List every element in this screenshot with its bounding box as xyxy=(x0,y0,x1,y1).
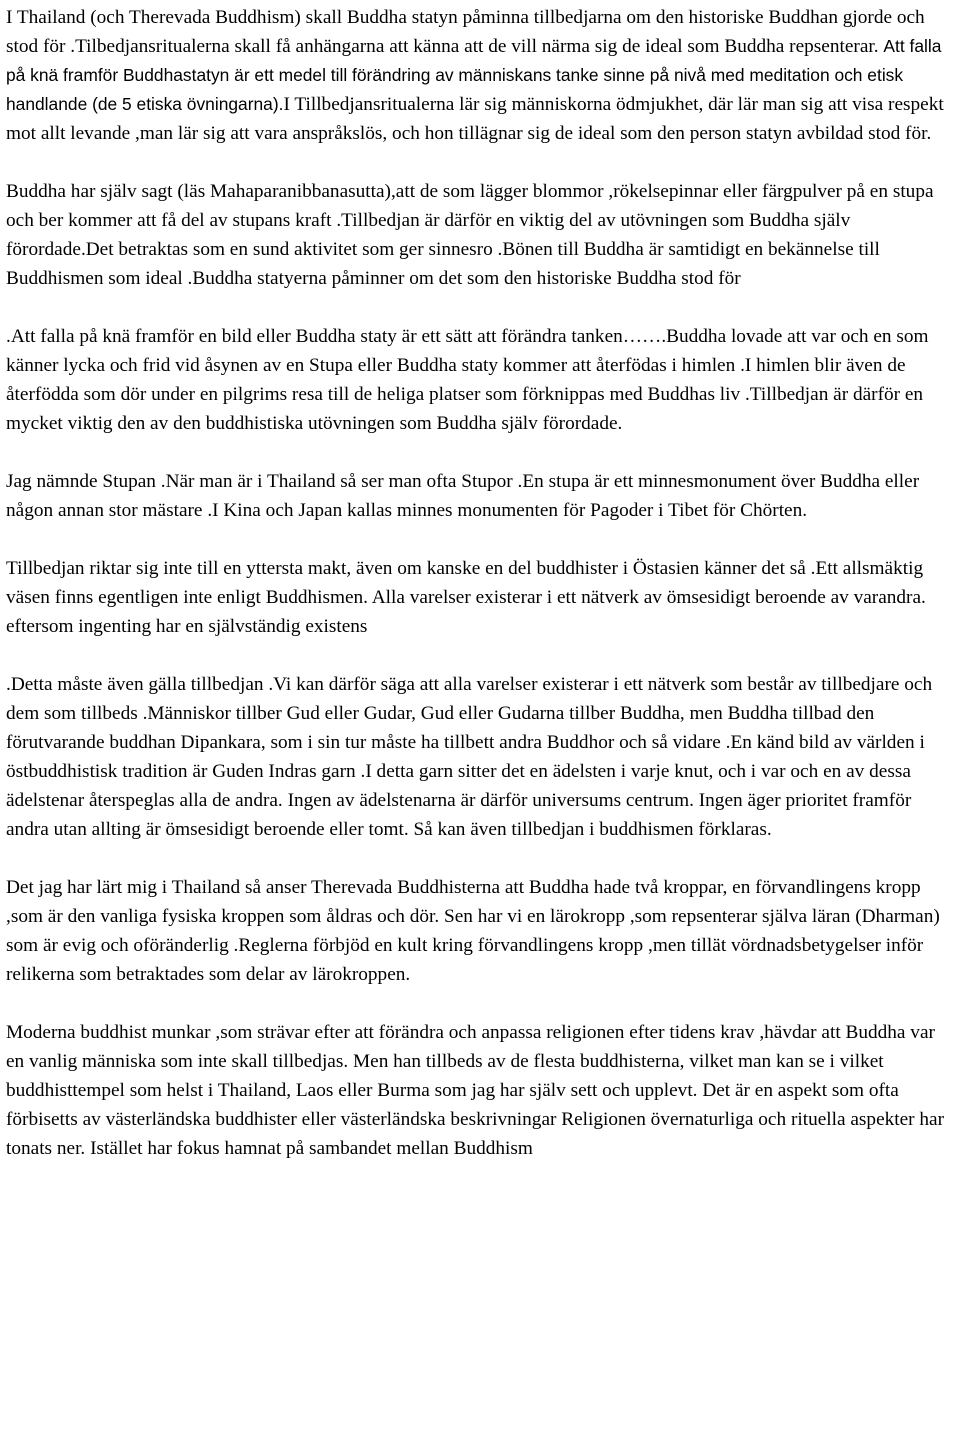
paragraph-1-run-2: Att falla på knä framför Buddhastatyn är ett medel till förändring av människans tanke sinne på nivå med meditation och etisk handlande (de 5 etiska övningarna). xyxy=(6,36,942,114)
paragraph-6-run-1: .Detta måste även gälla tillbedjan .Vi kan därför säga att alla varelser existerar i ett nätverk som består av tillbedjare och dem som tillbeds .Människor tillber Gud eller Gudar, Gud eller Gudarna tillber Buddha, men Buddha tillbad den förutvarande buddhan Dipankara, som i sin tur måste ha tillbett andra Buddhor och så vidare .En känd bild av världen i östbuddhistisk tradition är Guden Indras garn .I detta garn sitter det en ädelsten i varje knut, och i var och en av dessa ädelstenar återspeglas alla de andra. Ingen av ädelstenarna är därför universums centrum. Ingen äger prioritet framför andra utan allting är ömsesidigt beroende eller tomt. Så kan även tillbedjan i buddhismen förklaras. xyxy=(6,674,933,840)
paragraph-6 xyxy=(6,670,954,844)
paragraph-8-run-1: Moderna buddhist munkar ,som strävar efter att förändra och anpassa religionen efter tidens krav ,hävdar att Buddha var en vanlig människa som inte skall tillbedjas. Men han tillbeds av de flesta buddhisterna, vilket man kan se i vilket buddhisttempel som helst i Thailand, Laos eller Burma som jag har själv sett och upplevt. Det är en aspekt som ofta förbisetts av västerländska buddhister eller västerländska beskrivningar Religionen övernaturliga och rituella aspekter har tonats ner. Istället har fokus hamnat på sambandet mellan Buddhism xyxy=(6,1022,945,1159)
paragraph-4 xyxy=(6,467,954,525)
paragraph-5 xyxy=(6,554,954,641)
paragraph-2 xyxy=(6,177,954,293)
paragraph-spacer xyxy=(6,438,954,467)
paragraph-5-run-1: Tillbedjan riktar sig inte till en yttersta makt, även om kanske en del buddhister i Östasien känner det så .Ett allsmäktig väsen finns egentligen inte enligt Buddhismen. Alla varelser existerar i ett nätverk av ömsesidigt beroende av varandra. eftersom ingenting har en självständig existens xyxy=(6,558,926,637)
paragraph-1 xyxy=(6,3,954,148)
paragraph-7-run-1: Det jag har lärt mig i Thailand så anser Therevada Buddhisterna att Buddha hade två kroppar, en förvandlingens kropp ,som är den vanliga fysiska kroppen som åldras och dör. Sen har vi en lärokropp ,som repsenterar själva läran (Dharman) som är evig och oföränderlig .Reglerna förbjöd en kult kring förvandlingens kropp ,men tillät vördnadsbetygelser inför relikerna som betraktades som delar av lärokroppen. xyxy=(6,877,940,985)
paragraph-7 xyxy=(6,873,954,989)
paragraph-spacer xyxy=(6,148,954,177)
paragraph-spacer xyxy=(6,641,954,670)
paragraph-1-run-3: I Tillbedjansritualerna lär sig människorna ödmjukhet, där lär man sig att visa respekt mot allt levande ,man lär sig att vara anspråkslös, och hon tillägnar sig de ideal som den person statyn avbildad stod för. xyxy=(6,94,944,144)
paragraph-3-run-1: .Att falla på knä framför en bild eller Buddha staty är ett sätt att förändra tanken…….Buddha lovade att var och en som känner lycka och frid vid åsynen av en Stupa eller Buddha staty kommer att återfödas i himlen .I himlen blir även de återfödda som dör under en pilgrims resa till de heliga platser som förknippas med Buddhas liv .Tillbedjan är därför en mycket viktig den av den buddhistiska utövningen som Buddha själv förordade. xyxy=(6,326,929,434)
paragraph-4-run-1: Jag nämnde Stupan .När man är i Thailand så ser man ofta Stupor .En stupa är ett minnesmonument över Buddha eller någon annan stor mästare .I Kina och Japan kallas minnes monumenten för Pagoder i Tibet för Chörten. xyxy=(6,471,920,521)
paragraph-spacer xyxy=(6,844,954,873)
paragraph-2-run-1: Buddha har själv sagt (läs Mahaparanibbanasutta),att de som lägger blommor ,rökelsepinnar eller färgpulver på en stupa och ber kommer att få del av stupans kraft .Tillbedjan är därför en viktig del av utövningen som Buddha själv förordade.Det betraktas som en sund aktivitet som ger sinnesro .Bönen till Buddha är samtidigt en bekännelse till Buddhismen som ideal .Buddha statyerna påminner om det som den historiske Buddha stod för xyxy=(6,181,934,289)
paragraph-spacer xyxy=(6,293,954,322)
paragraph-8 xyxy=(6,1018,954,1163)
paragraph-1-run-1: I Thailand (och Therevada Buddhism) skall Buddha statyn påminna tillbedjarna om den historiske Buddhan gjorde och stod för .Tilbedjansritualerna skall få anhängarna att känna att de vill närma sig de ideal som Buddha repsenterar. xyxy=(6,7,925,57)
paragraph-spacer xyxy=(6,525,954,554)
paragraph-3 xyxy=(6,322,954,438)
paragraph-spacer xyxy=(6,989,954,1018)
